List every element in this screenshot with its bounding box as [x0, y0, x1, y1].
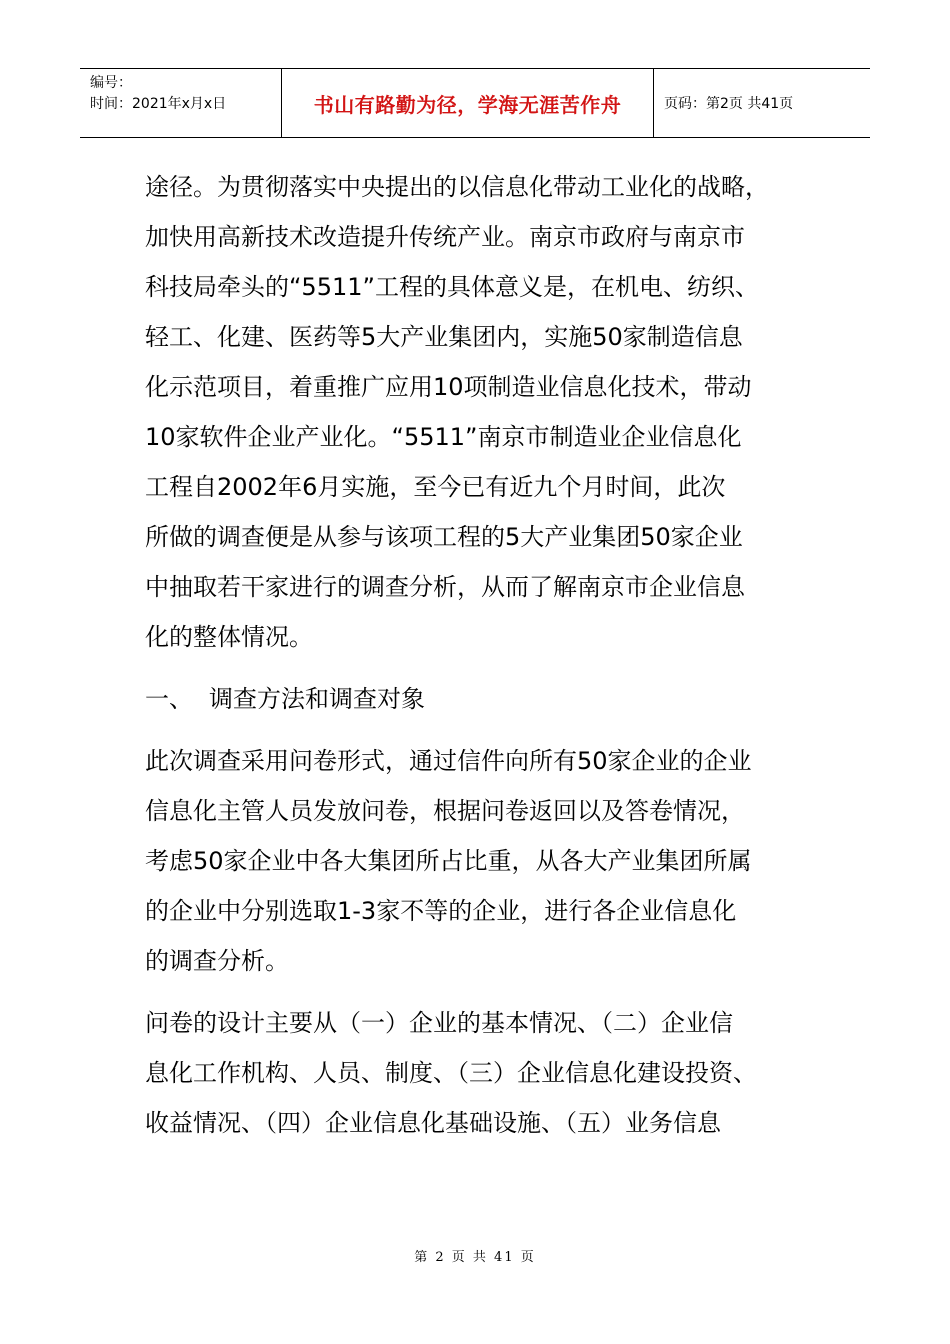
text-line: 化的整体情况。 — [145, 623, 313, 651]
header-page-info: 页码：第2页 共41页 — [664, 96, 794, 112]
text-line: 轻工、化建、医药等5大产业集团内，实施50家制造信息 — [145, 323, 743, 351]
document-time-label: 时间：2021年x月x日 — [90, 96, 227, 112]
page-header — [80, 68, 870, 138]
text-line: 此次调查采用问卷形式，通过信件向所有50家企业的企业 — [145, 747, 752, 775]
text-line: 考虑50家企业中各大集团所占比重，从各大产业集团所属 — [145, 847, 752, 875]
text-line: 所做的调查便是从参与该项工程的5大产业集团50家企业 — [145, 523, 743, 551]
text-line: 工程自2002年6月实施，至今已有近九个月时间，此次 — [145, 473, 726, 501]
text-line: 的企业中分别选取1-3家不等的企业，进行各企业信息化 — [145, 897, 737, 925]
document-body — [145, 162, 815, 1148]
header-motto: 书山有路勤为径，学海无涯苦作舟 — [282, 69, 654, 137]
paragraph-method — [145, 736, 815, 986]
section-title: 调查方法和调查对象 — [209, 685, 425, 713]
text-line: 中抽取若干家进行的调查分析，从而了解南京市企业信息 — [145, 573, 745, 601]
page-footer: 第 2 页 共 41 页 — [414, 1250, 536, 1265]
paragraph-questionnaire — [145, 998, 815, 1148]
header-meta-cell — [80, 69, 282, 137]
section-number: 一、 — [145, 685, 193, 713]
paragraph-intro — [145, 162, 815, 662]
document-number-label: 编号： — [90, 75, 132, 91]
text-line: 收益情况、（四）企业信息化基础设施、（五）业务信息 — [145, 1109, 721, 1137]
text-line: 化示范项目，着重推广应用10项制造业信息化技术，带动 — [145, 373, 752, 401]
text-line: 10家软件企业产业化。“5511”南京市制造业企业信息化 — [145, 423, 742, 451]
text-line: 息化工作机构、人员、制度、（三）企业信息化建设投资、 — [145, 1059, 757, 1087]
text-line: 的调查分析。 — [145, 947, 289, 975]
section-heading — [145, 674, 815, 724]
text-line: 加快用高新技术改造提升传统产业。南京市政府与南京市 — [145, 223, 745, 251]
text-line: 信息化主管人员发放问卷，根据问卷返回以及答卷情况， — [145, 797, 745, 825]
text-line: 科技局牵头的“5511”工程的具体意义是，在机电、纺织、 — [145, 273, 759, 301]
text-line: 问卷的设计主要从（一）企业的基本情况、（二）企业信 — [145, 1009, 733, 1037]
text-line: 途径。为贯彻落实中央提出的以信息化带动工业化的战略， — [145, 173, 769, 201]
